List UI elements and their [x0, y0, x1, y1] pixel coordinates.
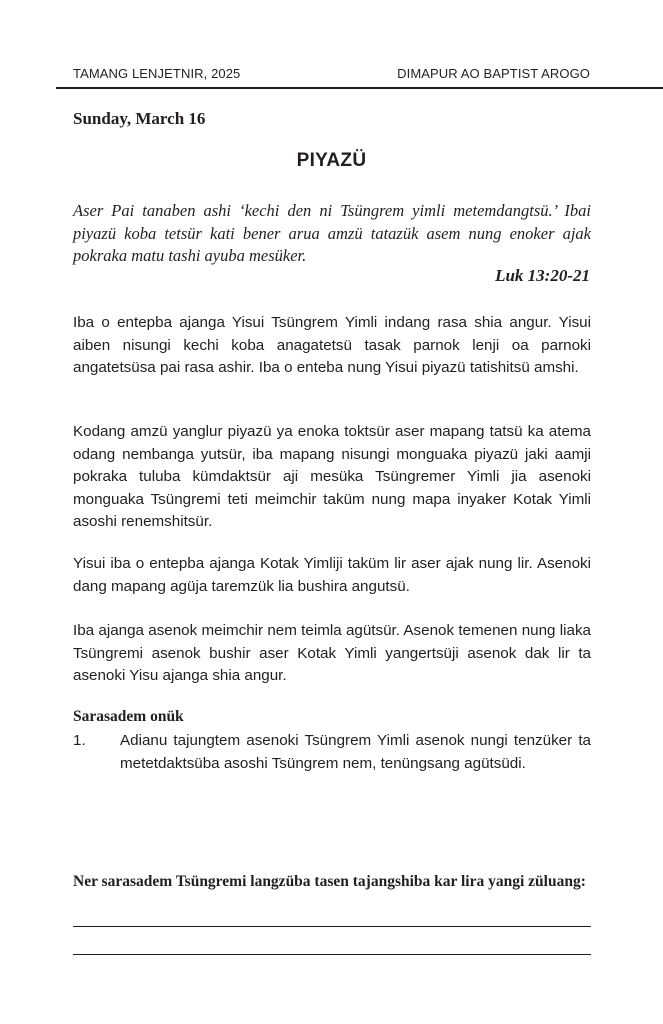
question-text: Adianu tajungtem asenoki Tsüngrem Yimli asenok nungi tenzüker ta metetdaktsüba asoshi Tsüngrem nem, tenüngsang agütsüdi. [120, 732, 591, 772]
writing-line [73, 926, 591, 927]
writing-line [73, 954, 591, 955]
body-paragraph: Kodang amzü yanglur piyazü ya enoka toktsür aser mapang tatsü ka atema odang nembanga yutsür, iba mapang nisungi monguaka piyazü jaki aamji pokraka tuluba kümdaktsür aji mesüka Tsüngremer Yimli jia asenoki monguaka Tsüngremi teti meimchir taküm nung mapa inyaker Kotak Yimli asoshi renemshitsür. [73, 423, 591, 530]
devotion-title: PIYAZÜ [296, 150, 367, 171]
devotion-date: Sunday, March 16 [73, 109, 206, 128]
header-rule [56, 87, 663, 89]
running-header [73, 66, 590, 81]
reflection-prompt: Ner sarasadem Tsüngremi langzüba tasen tajangshiba kar lira yangi züluang: [73, 873, 586, 890]
body-paragraph: Iba ajanga asenok meimchir nem teimla agütsür. Asenok temenen nung liaka Tsüngremi asenok bushir aser Kotak Yimli yangertsüji asenok dak lir ta asenoki Yisu ajanga shia angur. [73, 622, 591, 684]
header-left-text: TAMANG LENJETNIR, 2025 [73, 66, 241, 81]
body-paragraph: Iba o entepba ajanga Yisui Tsüngrem Yimli indang rasa shia angur. Yisui aiben nisungi kechi koba anagatetsü tasak parnok lenji oa parnoki angatetsüsa pai rasa ashir. Iba o enteba nung Yisui piyazü tatishitsü amshi. [73, 314, 591, 376]
scripture-reference: Luk 13:20-21 [495, 266, 590, 285]
question-item [73, 730, 591, 775]
questions-heading: Sarasadem onük [73, 708, 184, 725]
scripture-verse: Aser Pai tanaben ashi ‘kechi den ni Tsüngrem yimli metemdangtsü.’ Ibai piyazü koba tetsür kati bener arua amzü tatazük asem nung enoker ajak pokraka matu tashi ayuba mesüker. [73, 201, 591, 265]
body-paragraph: Yisui iba o entepba ajanga Kotak Yimliji taküm lir aser ajak nung lir. Asenoki dang mapang agüja taremzük lia bushira angutsü. [73, 555, 591, 595]
question-number: 1. [73, 732, 86, 749]
header-right-text: DIMAPUR AO BAPTIST AROGO [397, 66, 590, 81]
